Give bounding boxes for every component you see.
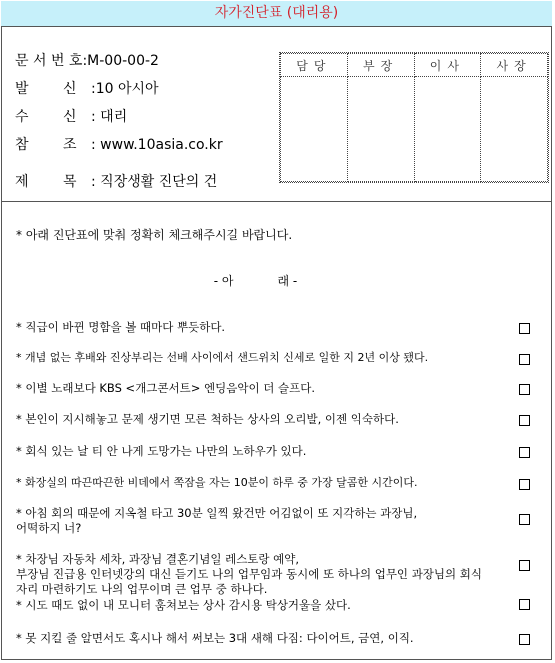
subject-row <box>15 172 217 192</box>
document-header <box>1 27 552 202</box>
checklist-item-text: * 회식 있는 날 티 안 나게 도망가는 나만의 노하우가 있다. <box>16 444 307 458</box>
recipient-label: 수 신 <box>15 109 77 125</box>
checklist-item-text: * 이별 노래보다 KBS <개그콘서트> 엔딩음악이 더 슬프다. <box>16 381 315 395</box>
doc-number-value: :M-00-00-2 <box>82 53 159 69</box>
section-heading-right: 래 - <box>277 274 298 288</box>
approval-sign-director[interactable] <box>414 77 481 182</box>
checkbox[interactable] <box>519 634 530 645</box>
checkbox[interactable] <box>519 560 530 571</box>
approval-header-director: 이사 <box>414 54 481 77</box>
checkbox[interactable] <box>519 354 530 365</box>
reference-value: : www.10asia.co.kr <box>91 137 223 153</box>
document-title: 자가진단표 (대리용) <box>1 1 552 27</box>
checklist-item <box>16 552 546 596</box>
checklist-item-text: * 못 지킬 줄 알면서도 혹시나 해서 써보는 3대 새해 다짐: 다이어트, 금연, 이직. <box>16 631 414 645</box>
approval-table <box>280 53 548 182</box>
approval-box <box>279 52 549 183</box>
sender-label: 발 신 <box>15 81 77 97</box>
checklist-item-text: * 본인이 지시해놓고 문제 생기면 모른 척하는 상사의 오리발, 이젠 익숙하다. <box>16 412 399 426</box>
checklist-item-text: * 시도 때도 없이 내 모니터 훔쳐보는 상사 감시용 탁상거울을 샀다. <box>16 598 351 612</box>
section-heading-left: - 아 <box>213 274 234 288</box>
reference-label: 참 조 <box>15 137 77 153</box>
doc-number-row <box>15 51 159 71</box>
recipient-row <box>15 107 127 127</box>
approval-sign-manager[interactable] <box>347 77 414 182</box>
checklist-item-text: * 차장님 자동차 세차, 과장님 결혼기념일 레스토랑 예약, 부장님 진급용 인터넷강의 대신 듣기도 나의 업무임과 동시에 또 하나의 업무인 과장님의 회식 자리 마련하기도 나의 업무이며 큰 업무 중 하나다. <box>16 552 483 596</box>
checkbox[interactable] <box>519 447 530 458</box>
checkbox[interactable] <box>519 415 530 426</box>
sender-value: :10 아시아 <box>91 81 159 97</box>
approval-header-manager: 부장 <box>347 54 414 77</box>
checklist-item-text: * 개념 없는 후배와 진상부리는 선배 사이에서 샌드위치 신세로 일한 지 2년 이상 됐다. <box>16 351 429 364</box>
reference-row <box>15 135 223 155</box>
subject-value: : 직장생활 진단의 건 <box>91 174 218 190</box>
checkbox[interactable] <box>519 479 530 490</box>
subject-label: 제 목 <box>15 174 77 190</box>
approval-header-president: 사장 <box>481 54 548 77</box>
approval-sign-president[interactable] <box>481 77 548 182</box>
recipient-value: : 대리 <box>91 109 128 125</box>
approval-sign-staff[interactable] <box>281 77 348 182</box>
checkbox[interactable] <box>519 514 530 525</box>
checkbox[interactable] <box>519 599 530 610</box>
instructions-text: * 아래 진단표에 맞춰 정확히 체크해주시길 바랍니다. <box>16 228 293 242</box>
section-heading <box>0 272 511 289</box>
sender-row <box>15 79 159 99</box>
checkbox[interactable] <box>519 323 530 334</box>
doc-number-label: 문 서 번 호 <box>15 53 83 69</box>
checkbox[interactable] <box>519 384 530 395</box>
checklist-item-text: * 화장실의 따끈따끈한 비데에서 쪽잠을 자는 10분이 하루 중 가장 달콤한 시간이다. <box>16 476 418 489</box>
checklist-item-text: * 직급이 바뀐 명함을 볼 때마다 뿌듯하다. <box>16 320 226 334</box>
checklist-item-text: * 아침 회의 때문에 지옥철 타고 30분 일찍 왔건만 어김없이 또 지각하는 과장님, 어떡하지 너? <box>16 506 418 535</box>
approval-header-staff: 담당 <box>281 54 348 77</box>
